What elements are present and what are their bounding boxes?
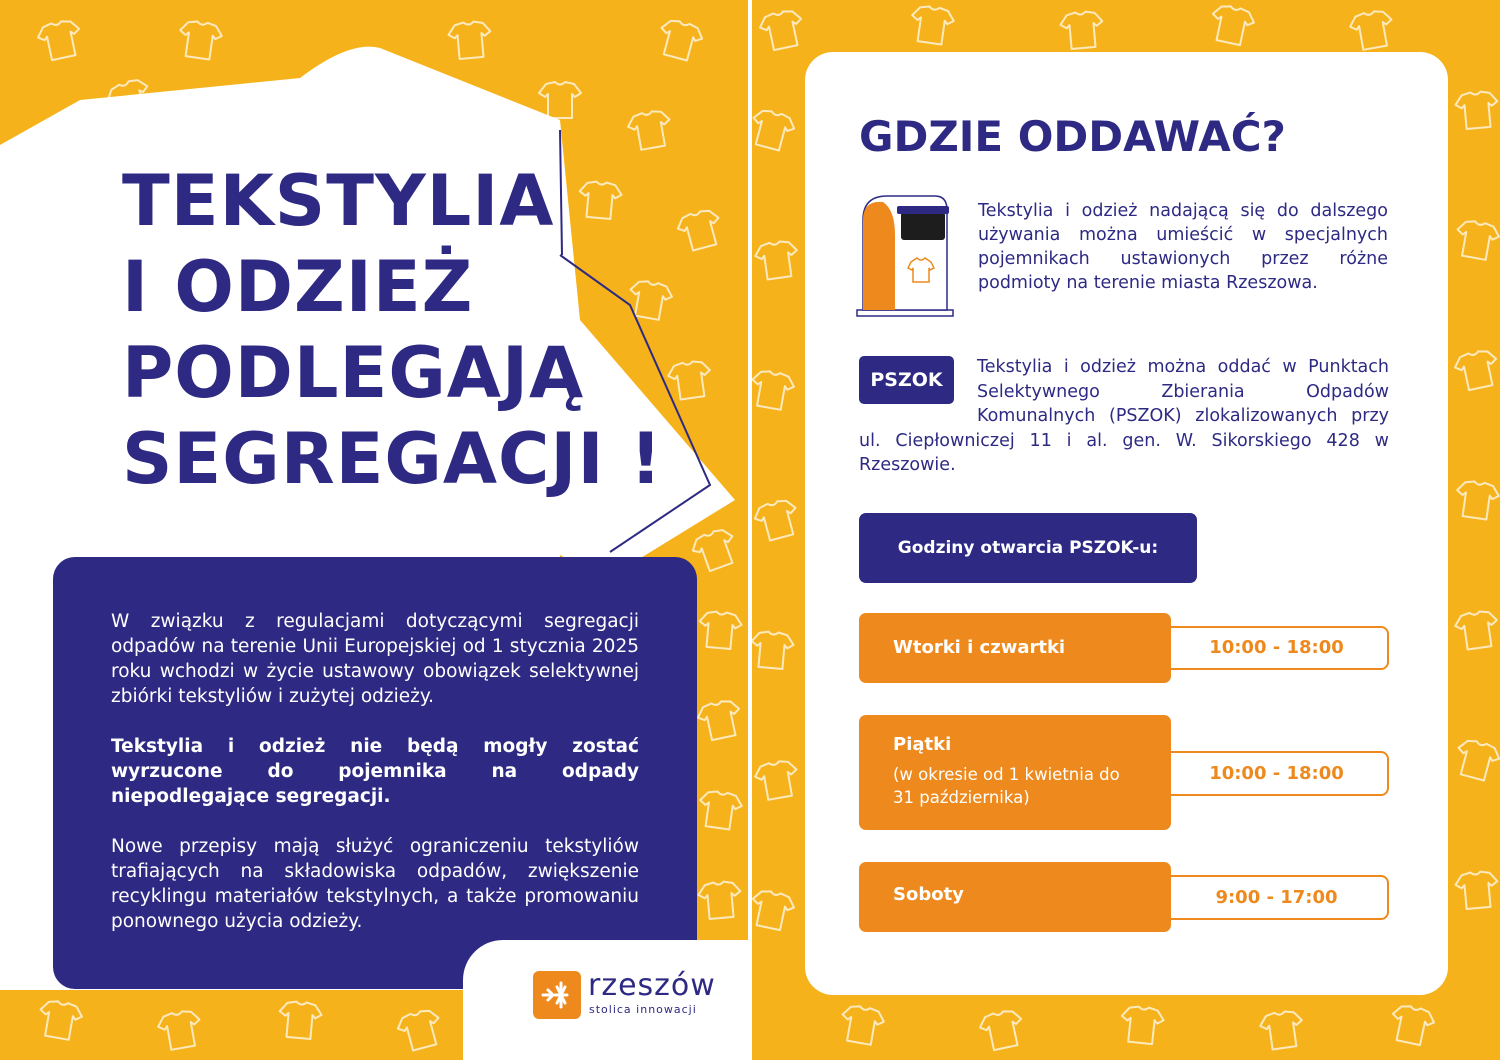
logo-tagline: stolica innowacji bbox=[589, 1003, 697, 1016]
main-headline bbox=[122, 158, 663, 502]
bins-text: Tekstylia i odzież nadającą się do dalszego używania można umieścić w specjalnych pojemnikach ustawionych przez różne podmioty na terenie miasta Rzeszowa. bbox=[978, 201, 1388, 293]
hours-day-friday bbox=[859, 715, 1171, 830]
textile-container-icon bbox=[855, 190, 955, 318]
logo-name: rzeszów bbox=[588, 968, 716, 1003]
hours-day-name: Wtorki i czwartki bbox=[893, 637, 1066, 658]
pszok-badge: PSZOK bbox=[859, 356, 954, 404]
hours-time-saturday: 9:00 - 17:00 bbox=[1160, 875, 1389, 920]
hours-day-saturday bbox=[859, 862, 1171, 932]
hours-day-name: Soboty bbox=[893, 884, 964, 905]
left-panel bbox=[0, 0, 748, 1060]
headline-line-2: I ODZIEŻ bbox=[122, 246, 474, 328]
info-box bbox=[53, 557, 697, 989]
hours-time-tue-thu: 10:00 - 18:00 bbox=[1160, 626, 1389, 670]
info-paragraph-3: Nowe przepisy mają służyć ograniczeniu tekstyliów trafiających na składowiska odpadów, zwiększenie recyklingu materiałów tekstylnych, a także promowaniu ponownego użycia odzieży. bbox=[111, 836, 639, 932]
headline-line-4: SEGREGACJI ! bbox=[122, 418, 663, 500]
hours-day-name: Piątki bbox=[893, 734, 952, 755]
info-paragraph-1: W związku z regulacjami dotyczącymi segregacji odpadów na terenie Unii Europejskiej od 1 stycznia 2025 roku wchodzi w życie ustawowy obowiązek selektywnej zbiórki tekstyliów i zużytej odzieży. bbox=[111, 611, 639, 707]
hours-header: Godziny otwarcia PSZOK-u: bbox=[859, 513, 1197, 583]
hours-day-note: (w okresie od 1 kwietnia do 31 października) bbox=[893, 765, 1120, 807]
rzeszow-logo-icon bbox=[533, 971, 581, 1019]
pszok-text: Tekstylia i odzież można oddać w Punktach Selektywnego Zbierania Odpadów Komunalnych (PSZOK) zlokalizowanych przy ul. Ciepłowniczej 11 i al. gen. W. Sikorskiego 428 w Rzeszowie. bbox=[859, 357, 1389, 475]
hours-time-friday: 10:00 - 18:00 bbox=[1160, 751, 1389, 796]
where-title: GDZIE ODDAWAĆ? bbox=[859, 112, 1286, 161]
info-paragraph-2: Tekstylia i odzież nie będą mogły zostać wyrzucone do pojemnika na odpady niepodlegające segregacji. bbox=[111, 736, 639, 807]
hours-day-tue-thu bbox=[859, 613, 1171, 683]
headline-line-1: TEKSTYLIA bbox=[122, 160, 555, 242]
headline-line-3: PODLEGAJĄ bbox=[122, 332, 585, 414]
